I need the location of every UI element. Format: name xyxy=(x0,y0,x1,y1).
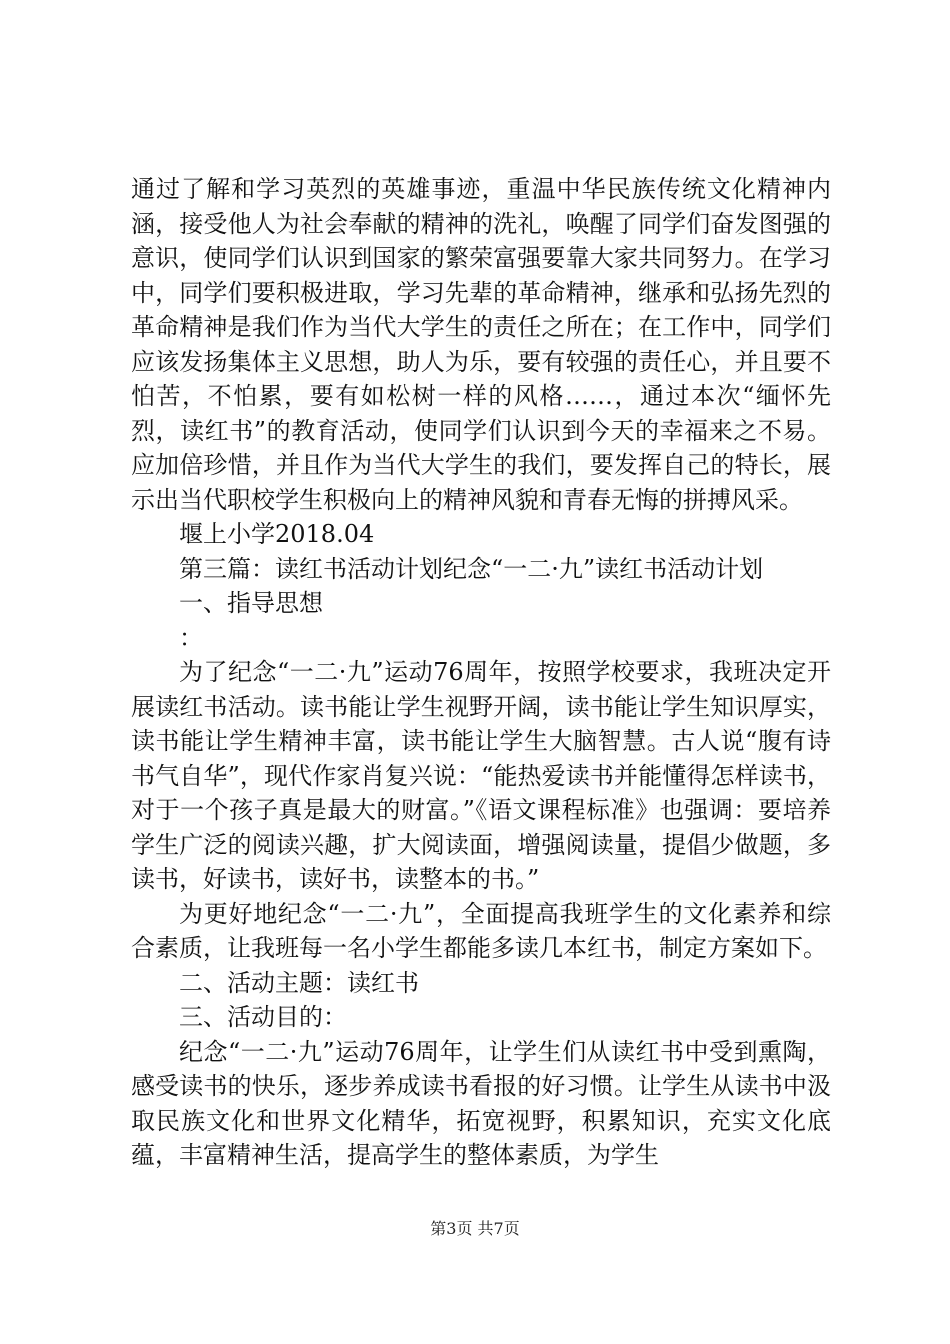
section-title: 第三篇：读红书活动计划纪念“一二·九”读红书活动计划 xyxy=(179,554,764,583)
paragraph-guiding-thought: 为了纪念“一二·九”运动76周年，按照学校要求，我班决定开展读红书活动。读书能让学生视野开阔，读书能让学生知识厚实，读书能让学生精神丰富，读书能让学生大脑智慧。古人说“腹有诗书气自华”，现代作家肖复兴说：“能热爱读书并能懂得怎样读书，对于一个孩子真是最大的财富。”《语文课程标准》也强调：要培养学生广泛的阅读兴趣，扩大阅读面，增强阅读量，提倡少做题，多读书，好读书，读好书，读整本的书。” xyxy=(131,658,831,893)
heading-colon: ： xyxy=(179,623,203,652)
paragraph-activity-purpose: 纪念“一二·九”运动76周年，让学生们从读红书中受到熏陶，感受读书的快乐，逐步养成读书看报的好习惯。让学生从读书中汲取民族文化和世界文化精华，拓宽视野，积累知识，充实文化底蕴，丰富精神生活，提高学生的整体素质，为学生 xyxy=(131,1037,831,1169)
heading-activity-purpose: 三、活动目的： xyxy=(179,1003,347,1031)
paragraph-signature: 堰上小学2018.04 xyxy=(179,520,375,548)
paragraph-conclusion: 通过了解和学习英烈的英雄事迹，重温中华民族传统文化精神内涵，接受他人为社会奉献的精神的洗礼，唤醒了同学们奋发图强的意识，使同学们认识到国家的繁荣富强要靠大家共同努力。在学习中，同学们要积极进取，学习先辈的革命精神，继承和弘扬先烈的革命精神是我们作为当代大学生的责任之所在；在工作中，同学们应该发扬集体主义思想，助人为乐，要有较强的责任心，并且要不怕苦，不怕累，要有如松树一样的风格……，通过本次“缅怀先烈，读红书”的教育活动，使同学们认识到今天的幸福来之不易。应加倍珍惜，并且作为当代大学生的我们，要发挥自己的特长，展示出当代职校学生积极向上的精神风貌和青春无悔的拼搏风采。 xyxy=(131,175,831,514)
heading-activity-theme: 二、活动主题：读红书 xyxy=(179,968,419,997)
heading-guiding-thought: 一、指导思想 xyxy=(179,589,323,617)
paragraph-plan-intro: 为更好地纪念“一二·九”，全面提高我班学生的文化素养和综合素质，让我班每一名小学生都能多读几本红书，制定方案如下。 xyxy=(131,899,831,962)
document-body xyxy=(131,172,831,1173)
page-footer: 第3页 共7页 xyxy=(430,1219,520,1238)
